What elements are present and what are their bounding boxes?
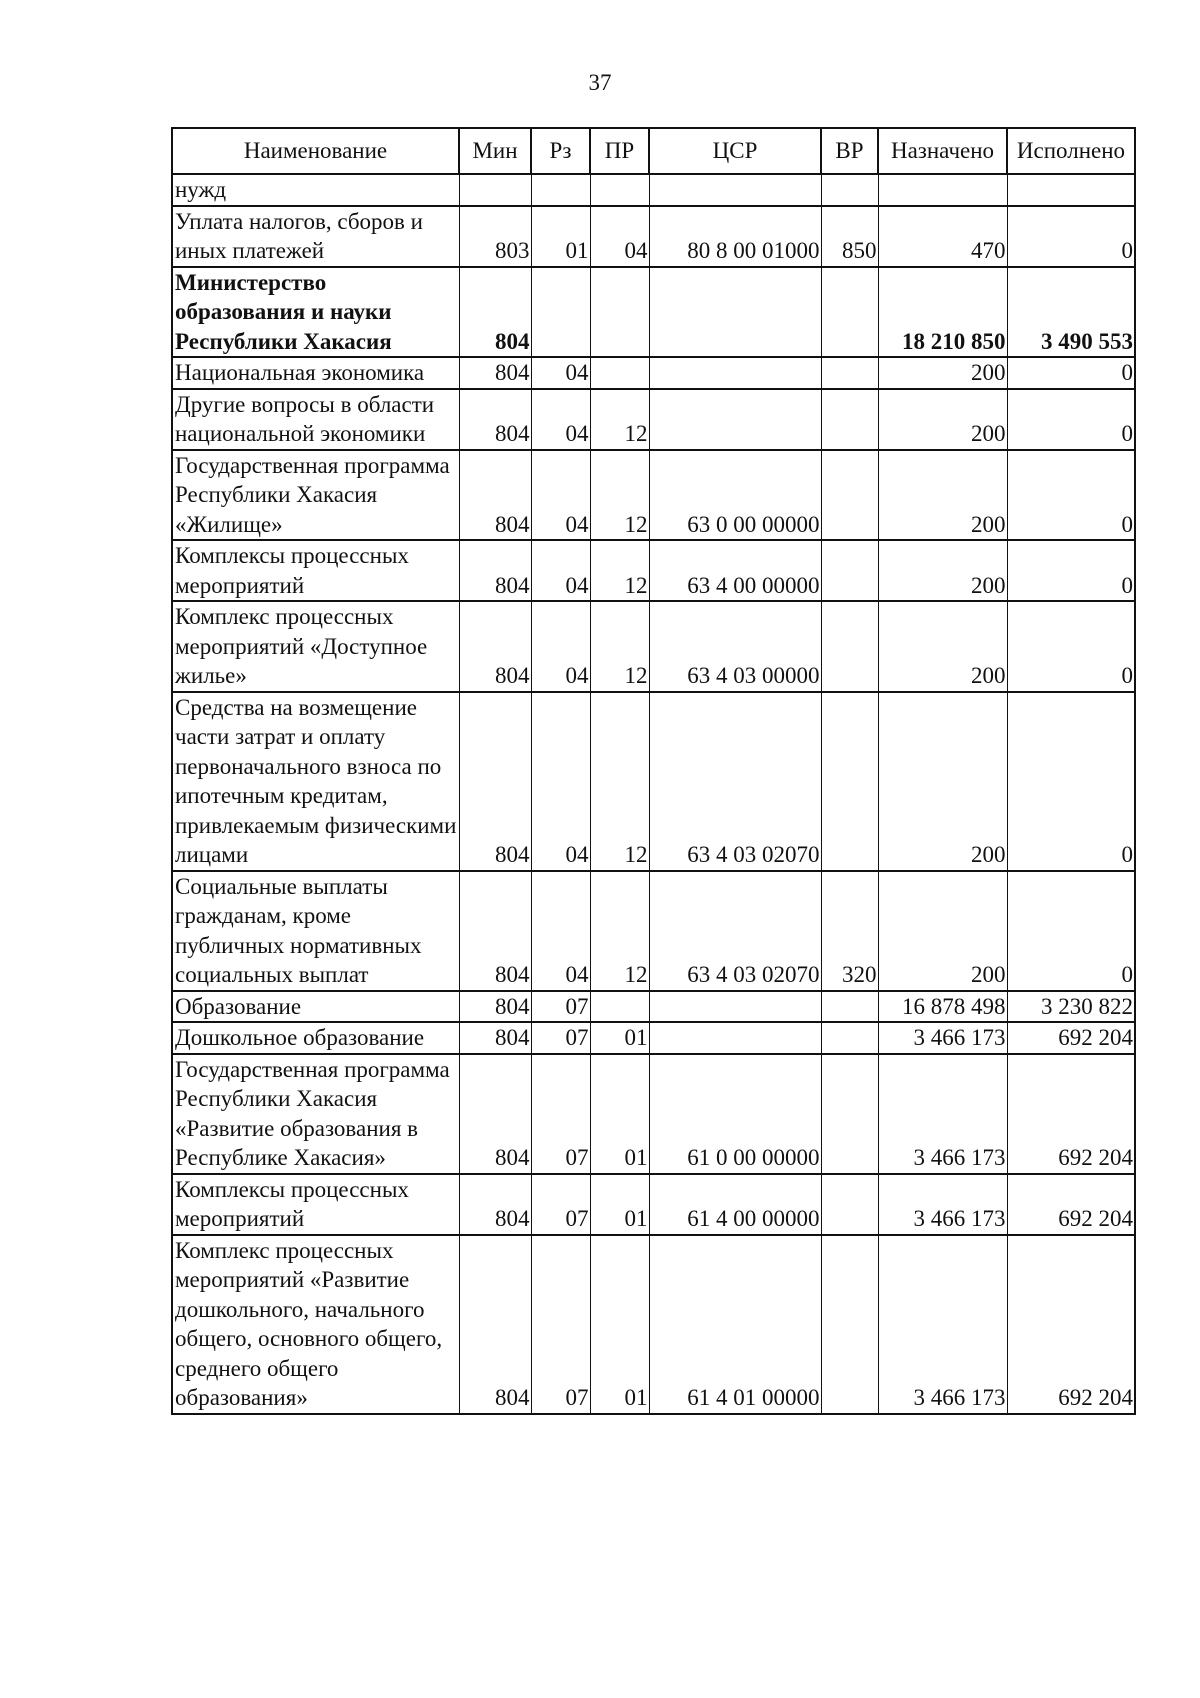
cell-pr: 12: [590, 389, 649, 450]
cell-executed: 0: [1007, 389, 1135, 450]
cell-name: Государственная программа Республики Хакасия «Развитие образования в Республике Хакасия»: [172, 1054, 459, 1174]
cell-rz: 04: [531, 601, 590, 692]
cell-executed: 3 230 822: [1007, 991, 1135, 1023]
cell-rz: 07: [531, 1174, 590, 1235]
cell-assigned: 200: [878, 357, 1007, 389]
table-row: [172, 450, 1135, 541]
cell-executed: 692 204: [1007, 1174, 1135, 1235]
cell-name: Комплексы процессных мероприятий: [172, 1174, 459, 1235]
cell-vr: [821, 991, 878, 1023]
table-row: [172, 540, 1135, 601]
cell-rz: 07: [531, 1054, 590, 1174]
cell-pr: 12: [590, 692, 649, 871]
table-row: [172, 206, 1135, 267]
cell-executed: 0: [1007, 871, 1135, 991]
table-row: [172, 174, 1135, 206]
cell-pr: 12: [590, 540, 649, 601]
cell-pr: 04: [590, 206, 649, 267]
cell-min: 804: [459, 540, 531, 601]
cell-csr: [649, 357, 821, 389]
cell-vr: [821, 357, 878, 389]
cell-vr: [821, 1054, 878, 1174]
cell-min: 804: [459, 991, 531, 1023]
cell-min: 804: [459, 871, 531, 991]
cell-assigned: 16 878 498: [878, 991, 1007, 1023]
cell-vr: [821, 540, 878, 601]
cell-executed: 0: [1007, 206, 1135, 267]
header-vr: ВР: [821, 128, 878, 174]
cell-csr: 63 4 03 02070: [649, 692, 821, 871]
cell-assigned: 200: [878, 601, 1007, 692]
cell-assigned: [878, 174, 1007, 206]
cell-pr: 12: [590, 871, 649, 991]
cell-vr: [821, 174, 878, 206]
cell-pr: 01: [590, 1235, 649, 1414]
cell-name: Другие вопросы в области национальной экономики: [172, 389, 459, 450]
cell-vr: [821, 1174, 878, 1235]
cell-assigned: 3 466 173: [878, 1054, 1007, 1174]
header-rz: Рз: [531, 128, 590, 174]
table-row: [172, 1235, 1135, 1414]
cell-vr: [821, 1235, 878, 1414]
table-row: [172, 692, 1135, 871]
cell-min: 804: [459, 1054, 531, 1174]
cell-assigned: 18 210 850: [878, 267, 1007, 358]
header-executed: Исполнено: [1007, 128, 1135, 174]
table-row: [172, 1022, 1135, 1054]
cell-rz: 01: [531, 206, 590, 267]
cell-rz: 04: [531, 357, 590, 389]
cell-executed: 692 204: [1007, 1054, 1135, 1174]
header-name: Наименование: [172, 128, 459, 174]
cell-name: Министерство образования и науки Республики Хакасия: [172, 267, 459, 358]
cell-pr: [590, 174, 649, 206]
cell-csr: 63 0 00 00000: [649, 450, 821, 541]
cell-csr: 63 4 03 02070: [649, 871, 821, 991]
table-row: [172, 357, 1135, 389]
cell-vr: [821, 1022, 878, 1054]
cell-rz: 04: [531, 450, 590, 541]
cell-csr: [649, 174, 821, 206]
cell-vr: [821, 267, 878, 358]
cell-pr: [590, 991, 649, 1023]
cell-csr: [649, 991, 821, 1023]
cell-executed: 0: [1007, 692, 1135, 871]
cell-executed: 3 490 553: [1007, 267, 1135, 358]
cell-csr: 63 4 00 00000: [649, 540, 821, 601]
cell-assigned: 470: [878, 206, 1007, 267]
page-number: 37: [588, 70, 612, 95]
cell-executed: 0: [1007, 540, 1135, 601]
cell-min: 804: [459, 692, 531, 871]
cell-min: 804: [459, 267, 531, 358]
cell-executed: [1007, 174, 1135, 206]
table-row: [172, 389, 1135, 450]
budget-table: [171, 127, 1136, 1415]
cell-rz: [531, 267, 590, 358]
cell-executed: 0: [1007, 357, 1135, 389]
cell-pr: [590, 357, 649, 389]
cell-csr: [649, 267, 821, 358]
cell-pr: 01: [590, 1054, 649, 1174]
table-row: [172, 1174, 1135, 1235]
cell-rz: 04: [531, 692, 590, 871]
table-row: [172, 1054, 1135, 1174]
cell-executed: 0: [1007, 601, 1135, 692]
table-row: [172, 267, 1135, 358]
cell-pr: 01: [590, 1174, 649, 1235]
cell-min: 804: [459, 1235, 531, 1414]
cell-pr: 12: [590, 601, 649, 692]
table-body: [172, 174, 1135, 1414]
cell-vr: [821, 601, 878, 692]
cell-csr: 61 4 01 00000: [649, 1235, 821, 1414]
cell-name: нужд: [172, 174, 459, 206]
cell-executed: 0: [1007, 450, 1135, 541]
cell-assigned: 3 466 173: [878, 1174, 1007, 1235]
cell-csr: [649, 1022, 821, 1054]
cell-name: Комплексы процессных мероприятий: [172, 540, 459, 601]
cell-name: Уплата налогов, сборов и иных платежей: [172, 206, 459, 267]
cell-vr: [821, 450, 878, 541]
cell-name: Средства на возмещение части затрат и оплату первоначального взноса по ипотечным кредитам, привлекаемым физическими лицами: [172, 692, 459, 871]
cell-assigned: 3 466 173: [878, 1235, 1007, 1414]
cell-min: 804: [459, 389, 531, 450]
cell-name: Социальные выплаты гражданам, кроме публичных нормативных социальных выплат: [172, 871, 459, 991]
cell-rz: 04: [531, 389, 590, 450]
cell-csr: 61 4 00 00000: [649, 1174, 821, 1235]
cell-assigned: 200: [878, 450, 1007, 541]
cell-pr: 01: [590, 1022, 649, 1054]
header-min: Мин: [459, 128, 531, 174]
cell-name: Дошкольное образование: [172, 1022, 459, 1054]
cell-name: Образование: [172, 991, 459, 1023]
cell-rz: 07: [531, 991, 590, 1023]
cell-min: 804: [459, 1174, 531, 1235]
cell-vr: [821, 389, 878, 450]
cell-min: 804: [459, 601, 531, 692]
cell-name: Национальная экономика: [172, 357, 459, 389]
cell-vr: 320: [821, 871, 878, 991]
cell-executed: 692 204: [1007, 1235, 1135, 1414]
table-row: [172, 871, 1135, 991]
cell-assigned: 200: [878, 871, 1007, 991]
cell-name: Государственная программа Республики Хакасия «Жилище»: [172, 450, 459, 541]
cell-csr: 63 4 03 00000: [649, 601, 821, 692]
cell-executed: 692 204: [1007, 1022, 1135, 1054]
cell-vr: 850: [821, 206, 878, 267]
cell-vr: [821, 692, 878, 871]
cell-min: 804: [459, 450, 531, 541]
cell-csr: 80 8 00 01000: [649, 206, 821, 267]
header-pr: ПР: [590, 128, 649, 174]
cell-assigned: 200: [878, 540, 1007, 601]
cell-pr: 12: [590, 450, 649, 541]
cell-name: Комплекс процессных мероприятий «Развитие дошкольного, начального общего, основного общего, среднего общего образования»: [172, 1235, 459, 1414]
cell-min: 803: [459, 206, 531, 267]
cell-rz: 07: [531, 1022, 590, 1054]
header-csr: ЦСР: [649, 128, 821, 174]
cell-pr: [590, 267, 649, 358]
cell-rz: 04: [531, 540, 590, 601]
cell-rz: 07: [531, 1235, 590, 1414]
cell-assigned: 200: [878, 389, 1007, 450]
cell-assigned: 200: [878, 692, 1007, 871]
cell-csr: 61 0 00 00000: [649, 1054, 821, 1174]
cell-min: 804: [459, 357, 531, 389]
cell-min: 804: [459, 1022, 531, 1054]
cell-min: [459, 174, 531, 206]
cell-rz: [531, 174, 590, 206]
cell-name: Комплекс процессных мероприятий «Доступное жилье»: [172, 601, 459, 692]
header-assigned: Назначено: [878, 128, 1007, 174]
cell-assigned: 3 466 173: [878, 1022, 1007, 1054]
cell-csr: [649, 389, 821, 450]
table-row: [172, 991, 1135, 1023]
table-header-row: [172, 128, 1135, 174]
cell-rz: 04: [531, 871, 590, 991]
table-row: [172, 601, 1135, 692]
